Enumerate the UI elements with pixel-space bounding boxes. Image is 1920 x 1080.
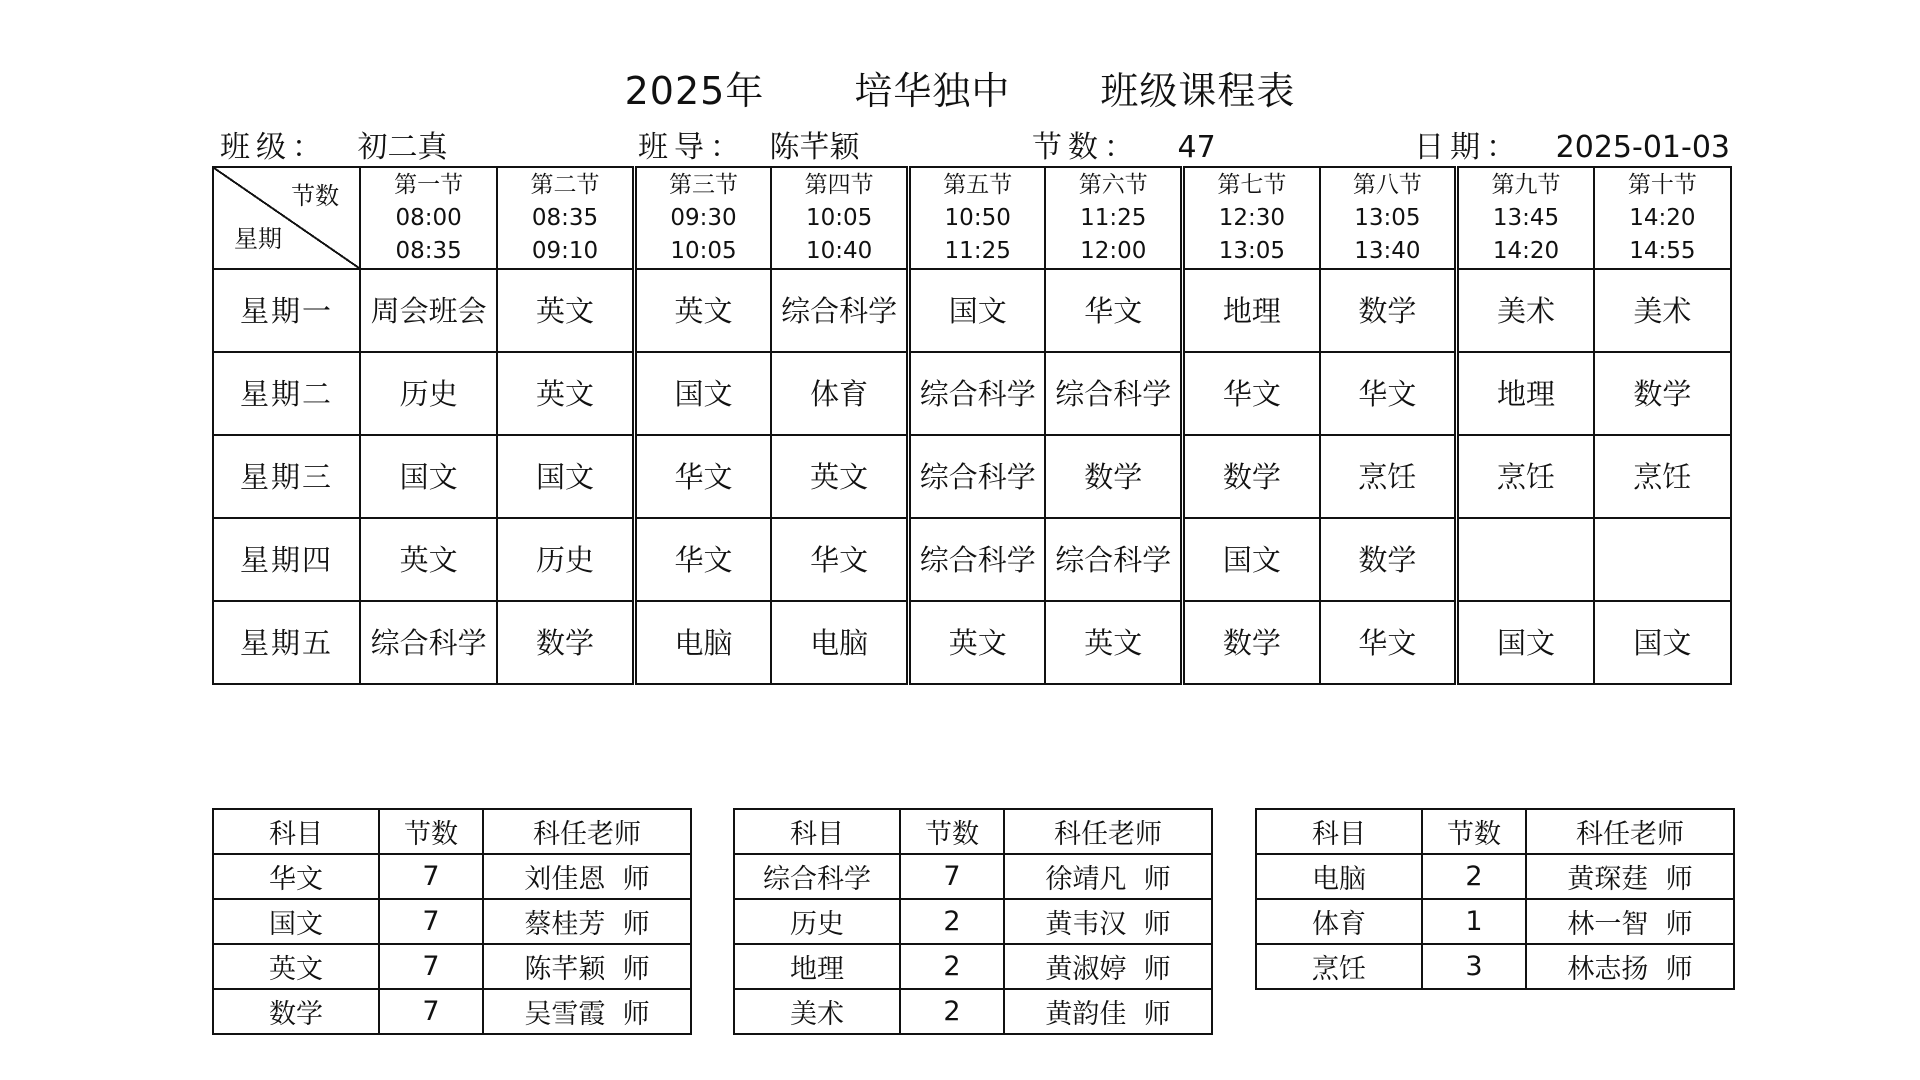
teacher-row — [734, 854, 1212, 899]
teacher-row — [1256, 944, 1734, 989]
teacher-cell: 黄淑婷 师 — [1004, 944, 1212, 989]
period-name: 第二节 — [530, 171, 600, 198]
period-start: 12:30 — [1218, 204, 1285, 231]
class-cell — [1457, 352, 1594, 435]
period-name: 第八节 — [1352, 171, 1422, 198]
class-cell — [1183, 269, 1320, 352]
schedule-table — [212, 166, 1732, 685]
period-header — [1320, 167, 1457, 269]
title-name: 班级课程表 — [1100, 69, 1296, 113]
class-cell — [1045, 269, 1182, 352]
teacher-cell: 黄韵佳 师 — [1004, 989, 1212, 1034]
subject-name: 体育 — [810, 376, 869, 411]
header-teacher: 科任老师 — [1526, 809, 1734, 854]
period-name: 第九节 — [1491, 171, 1561, 198]
class-cell — [634, 269, 771, 352]
period-start: 10:50 — [944, 204, 1011, 231]
header-subject: 科目 — [734, 809, 900, 854]
class-cell — [1457, 601, 1594, 684]
periods-info — [1032, 122, 1216, 166]
period-name: 第一节 — [394, 171, 464, 198]
subject-cell: 国文 — [213, 899, 379, 944]
teacher-table-2 — [733, 808, 1213, 1035]
class-cell — [634, 435, 771, 518]
period-header — [771, 167, 908, 269]
class-cell — [1320, 518, 1457, 601]
class-label: 班级： — [220, 130, 328, 165]
teacher-row — [734, 944, 1212, 989]
class-cell — [1594, 518, 1731, 601]
subject-name: 国文 — [1633, 625, 1692, 660]
subject-name: 国文 — [948, 293, 1007, 328]
subject-name: 地理 — [1497, 376, 1556, 411]
teacher-cell: 刘佳恩 师 — [483, 854, 691, 899]
subject-name: 历史 — [399, 376, 458, 411]
class-cell — [634, 601, 771, 684]
period-start: 08:35 — [531, 204, 599, 231]
subject-name: 烹饪 — [1633, 459, 1692, 494]
class-cell — [1457, 269, 1594, 352]
subject-name: 华文 — [810, 542, 869, 577]
header-count: 节数 — [1422, 809, 1526, 854]
class-info — [220, 122, 448, 166]
period-end: 14:20 — [1492, 237, 1560, 264]
title-year: 2025年 — [624, 69, 765, 113]
teacher-row — [734, 899, 1212, 944]
class-cell — [497, 601, 634, 684]
subject-name: 英文 — [1084, 625, 1143, 660]
subject-name: 数学 — [1633, 376, 1692, 411]
corner-periods-label: 节数 — [291, 182, 340, 210]
class-cell — [1183, 601, 1320, 684]
class-cell — [771, 518, 908, 601]
subject-name: 综合科学 — [919, 459, 1036, 494]
period-header — [908, 167, 1045, 269]
info-bar — [220, 122, 1730, 165]
schedule-row — [213, 435, 1731, 518]
period-header — [497, 167, 634, 269]
class-cell — [497, 352, 634, 435]
subject-name: 综合科学 — [1055, 376, 1172, 411]
subject-name: 英文 — [399, 542, 458, 577]
subject-name: 综合科学 — [781, 293, 898, 328]
teacher-value: 陈芊颖 — [769, 130, 860, 165]
teacher-cell: 吴雪霞 师 — [483, 989, 691, 1034]
teacher-row — [213, 899, 691, 944]
subject-name: 英文 — [674, 293, 733, 328]
teacher-row — [734, 989, 1212, 1034]
subject-name: 电脑 — [674, 625, 733, 660]
teacher-cell: 陈芊颖 师 — [483, 944, 691, 989]
count-cell: 7 — [379, 854, 483, 899]
subject-name: 电脑 — [810, 625, 869, 660]
period-end: 08:35 — [395, 237, 462, 264]
subject-name: 华文 — [1222, 376, 1281, 411]
period-name: 第五节 — [943, 171, 1013, 198]
period-header — [1457, 167, 1594, 269]
class-cell — [1320, 601, 1457, 684]
teacher-cell: 黄韦汉 师 — [1004, 899, 1212, 944]
period-header — [1183, 167, 1320, 269]
period-end: 12:00 — [1080, 237, 1147, 264]
period-header — [1594, 167, 1731, 269]
subject-name: 周会班会 — [370, 293, 487, 328]
class-cell — [360, 518, 497, 601]
subject-cell: 电脑 — [1256, 854, 1422, 899]
subject-cell: 数学 — [213, 989, 379, 1034]
teacher-table-header — [734, 809, 1212, 854]
periods-label: 节数： — [1032, 130, 1140, 165]
subject-cell: 英文 — [213, 944, 379, 989]
day-label: 星期三 — [213, 435, 360, 518]
teacher-table-header — [213, 809, 691, 854]
subject-name: 英文 — [535, 293, 594, 328]
count-cell: 2 — [900, 899, 1004, 944]
period-end: 13:05 — [1218, 237, 1285, 264]
count-cell: 1 — [1422, 899, 1526, 944]
subject-name: 综合科学 — [919, 376, 1036, 411]
date-value: 2025-01-03 — [1555, 130, 1730, 165]
subject-cell: 美术 — [734, 989, 900, 1034]
subject-name: 华文 — [1358, 376, 1417, 411]
class-cell — [1183, 352, 1320, 435]
subject-name: 数学 — [1222, 459, 1281, 494]
period-start: 11:25 — [1080, 204, 1147, 231]
class-cell — [1457, 518, 1594, 601]
subject-name: 华文 — [1358, 625, 1417, 660]
class-cell — [1594, 352, 1731, 435]
class-cell — [1045, 601, 1182, 684]
period-name: 第六节 — [1078, 171, 1148, 198]
periods-value: 47 — [1177, 130, 1216, 165]
class-cell — [497, 518, 634, 601]
subject-cell: 综合科学 — [734, 854, 900, 899]
subject-cell: 华文 — [213, 854, 379, 899]
class-cell — [360, 352, 497, 435]
class-cell — [771, 352, 908, 435]
class-cell — [634, 352, 771, 435]
header-subject: 科目 — [213, 809, 379, 854]
period-name: 第三节 — [669, 171, 739, 198]
subject-name: 烹饪 — [1358, 459, 1417, 494]
title-school: 培华独中 — [854, 69, 1011, 113]
period-name: 第十节 — [1627, 171, 1697, 198]
class-cell — [1045, 352, 1182, 435]
class-cell — [1183, 518, 1320, 601]
class-cell — [360, 269, 497, 352]
header-count: 节数 — [379, 809, 483, 854]
teacher-table-header — [1256, 809, 1734, 854]
header-teacher: 科任老师 — [483, 809, 691, 854]
period-end: 11:25 — [944, 237, 1011, 264]
teacher-row — [213, 944, 691, 989]
class-cell — [908, 601, 1045, 684]
subject-name: 数学 — [1084, 459, 1143, 494]
subject-name: 烹饪 — [1497, 459, 1556, 494]
subject-name: 英文 — [948, 625, 1007, 660]
class-value: 初二真 — [357, 130, 448, 165]
period-header — [1045, 167, 1182, 269]
subject-name: 数学 — [535, 625, 594, 660]
class-cell — [1320, 269, 1457, 352]
class-cell — [908, 435, 1045, 518]
schedule-header-row — [213, 167, 1731, 269]
teacher-cell: 徐靖凡 师 — [1004, 854, 1212, 899]
date-info — [1414, 122, 1730, 166]
subject-name: 地理 — [1222, 293, 1281, 328]
period-start: 10:05 — [805, 204, 873, 231]
class-cell — [908, 269, 1045, 352]
subject-name: 华文 — [674, 542, 733, 577]
teacher-table-3 — [1255, 808, 1735, 990]
period-start: 13:05 — [1354, 204, 1421, 231]
class-cell — [360, 435, 497, 518]
corner-cell — [213, 167, 360, 269]
period-start: 13:45 — [1492, 204, 1560, 231]
count-cell: 7 — [379, 989, 483, 1034]
class-cell — [497, 269, 634, 352]
class-cell — [1594, 269, 1731, 352]
count-cell: 7 — [379, 899, 483, 944]
period-name: 第七节 — [1217, 171, 1287, 198]
count-cell: 2 — [900, 989, 1004, 1034]
period-end: 14:55 — [1629, 237, 1696, 264]
subject-name: 数学 — [1358, 293, 1417, 328]
teacher-cell: 蔡桂芳 师 — [483, 899, 691, 944]
period-start: 14:20 — [1629, 204, 1696, 231]
period-end: 10:05 — [670, 237, 737, 264]
teacher-row — [1256, 854, 1734, 899]
teacher-table-1 — [212, 808, 692, 1035]
period-header — [634, 167, 771, 269]
subject-name: 英文 — [810, 459, 869, 494]
class-cell — [1320, 435, 1457, 518]
subject-name: 华文 — [1084, 293, 1143, 328]
teacher-cell: 林志扬 师 — [1526, 944, 1734, 989]
period-start: 09:30 — [670, 204, 737, 231]
period-name: 第四节 — [804, 171, 874, 198]
subject-name: 国文 — [1222, 542, 1281, 577]
teacher-cell: 林一智 师 — [1526, 899, 1734, 944]
teacher-info — [638, 122, 860, 166]
count-cell: 7 — [900, 854, 1004, 899]
subject-name: 国文 — [674, 376, 733, 411]
subject-name: 数学 — [1358, 542, 1417, 577]
class-cell — [908, 352, 1045, 435]
teacher-row — [213, 854, 691, 899]
subject-cell: 历史 — [734, 899, 900, 944]
subject-name: 美术 — [1497, 293, 1556, 328]
class-cell — [1457, 435, 1594, 518]
class-cell — [1183, 435, 1320, 518]
subject-name: 英文 — [535, 376, 594, 411]
period-end: 13:40 — [1354, 237, 1421, 264]
date-label: 日期： — [1414, 130, 1523, 165]
count-cell: 7 — [379, 944, 483, 989]
day-label: 星期二 — [213, 352, 360, 435]
teacher-row — [1256, 899, 1734, 944]
day-label: 星期四 — [213, 518, 360, 601]
count-cell: 2 — [900, 944, 1004, 989]
class-cell — [1594, 435, 1731, 518]
period-end: 09:10 — [531, 237, 599, 264]
count-cell: 3 — [1422, 944, 1526, 989]
subject-name: 综合科学 — [370, 625, 487, 660]
day-label: 星期五 — [213, 601, 360, 684]
header-teacher: 科任老师 — [1004, 809, 1212, 854]
class-cell — [1320, 352, 1457, 435]
subject-name: 国文 — [399, 459, 458, 494]
header-count: 节数 — [900, 809, 1004, 854]
subject-cell: 烹饪 — [1256, 944, 1422, 989]
teacher-label: 班导： — [638, 130, 746, 165]
subject-name: 美术 — [1633, 293, 1692, 328]
teacher-cell: 黄琛莛 师 — [1526, 854, 1734, 899]
class-cell — [634, 518, 771, 601]
period-header — [360, 167, 497, 269]
class-cell — [1594, 601, 1731, 684]
subject-name: 数学 — [1222, 625, 1281, 660]
class-cell — [771, 601, 908, 684]
schedule-row — [213, 269, 1731, 352]
teacher-row — [213, 989, 691, 1034]
subject-name: 国文 — [1497, 625, 1556, 660]
class-cell — [908, 518, 1045, 601]
schedule-row — [213, 601, 1731, 684]
subject-name: 国文 — [535, 459, 594, 494]
subject-cell: 地理 — [734, 944, 900, 989]
header-subject: 科目 — [1256, 809, 1422, 854]
corner-day-label: 星期 — [234, 225, 282, 253]
class-cell — [1045, 518, 1182, 601]
class-cell — [360, 601, 497, 684]
class-cell — [497, 435, 634, 518]
period-start: 08:00 — [395, 204, 462, 231]
subject-name: 华文 — [674, 459, 733, 494]
subject-name: 历史 — [535, 542, 594, 577]
class-cell — [771, 269, 908, 352]
subject-name: 综合科学 — [919, 542, 1036, 577]
class-cell — [1045, 435, 1182, 518]
day-label: 星期一 — [213, 269, 360, 352]
schedule-row — [213, 352, 1731, 435]
class-cell — [771, 435, 908, 518]
schedule-row — [213, 518, 1731, 601]
subject-cell: 体育 — [1256, 899, 1422, 944]
count-cell: 2 — [1422, 854, 1526, 899]
subject-name: 综合科学 — [1055, 542, 1172, 577]
period-end: 10:40 — [805, 237, 873, 264]
page-title — [0, 60, 1920, 115]
